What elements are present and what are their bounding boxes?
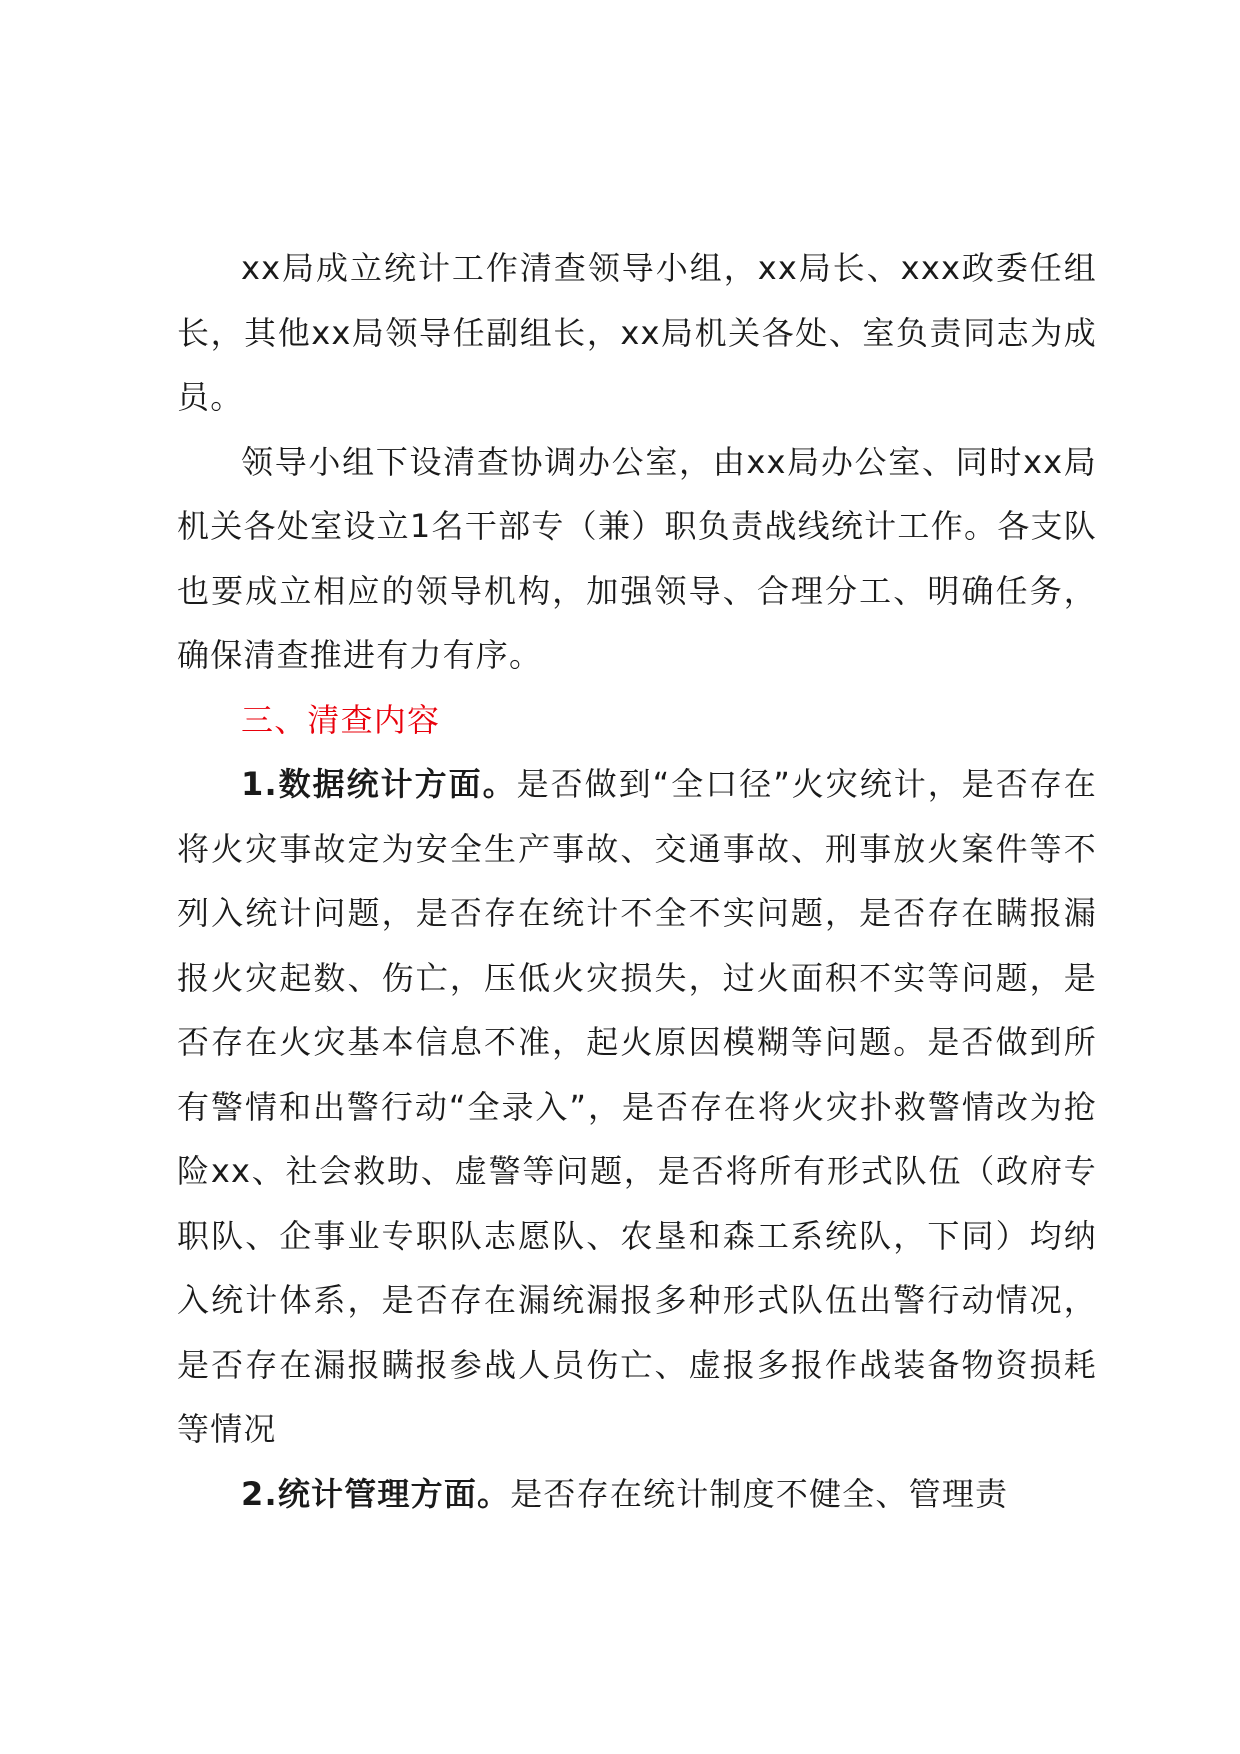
paragraph-leadership-group: [177, 236, 1097, 430]
paragraph-statistics-management: [177, 1462, 1097, 1527]
paragraph-text: 是否做到“全口径”火灾统计，是否存在将火灾事故定为安全生产事故、交通事故、刑事放火案件等不列入统计问题，是否存在统计不全不实问题，是否存在瞒报漏报火灾起数、伤亡，压低火灾损失，过火面积不实等问题，是否存在火灾基本信息不准，起火原因模糊等问题。是否做到所有警情和出警行动“全录入”，是否存在将火灾扑救警情改为抢险xx、社会救助、虚警等问题，是否将所有形式队伍（政府专职队、企事业专职队志愿队、农垦和森工系统队，下同）均纳入统计体系，是否存在漏统漏报多种形式队伍出警行动情况，是否存在漏报瞒报参战人员伤亡、虚报多报作战装备物资损耗等情况: [177, 765, 1097, 1448]
document-body: [177, 236, 1097, 1526]
paragraph-lead: 1.数据统计方面。: [241, 765, 517, 803]
paragraph-text: 领导小组下设清查协调办公室，由xx局办公室、同时xx局机关各处室设立1名干部专（兼）职负责战线统计工作。各支队也要成立相应的领导机构，加强领导、合理分工、明确任务，确保清查推进有力有序。: [177, 442, 1097, 674]
paragraph-coordination-office: [177, 430, 1097, 688]
section-heading-text: 三、清查内容: [241, 700, 441, 739]
paragraph-text: 是否存在统计制度不健全、管理责: [510, 1474, 1009, 1513]
section-heading: [177, 688, 1097, 753]
paragraph-text: xx局成立统计工作清查领导小组，xx局长、xxx政委任组长，其他xx局领导任副组长，xx局机关各处、室负责同志为成员。: [177, 249, 1097, 416]
paragraph-lead: 2.统计管理方面。: [241, 1474, 511, 1513]
paragraph-data-statistics: [177, 752, 1097, 1462]
